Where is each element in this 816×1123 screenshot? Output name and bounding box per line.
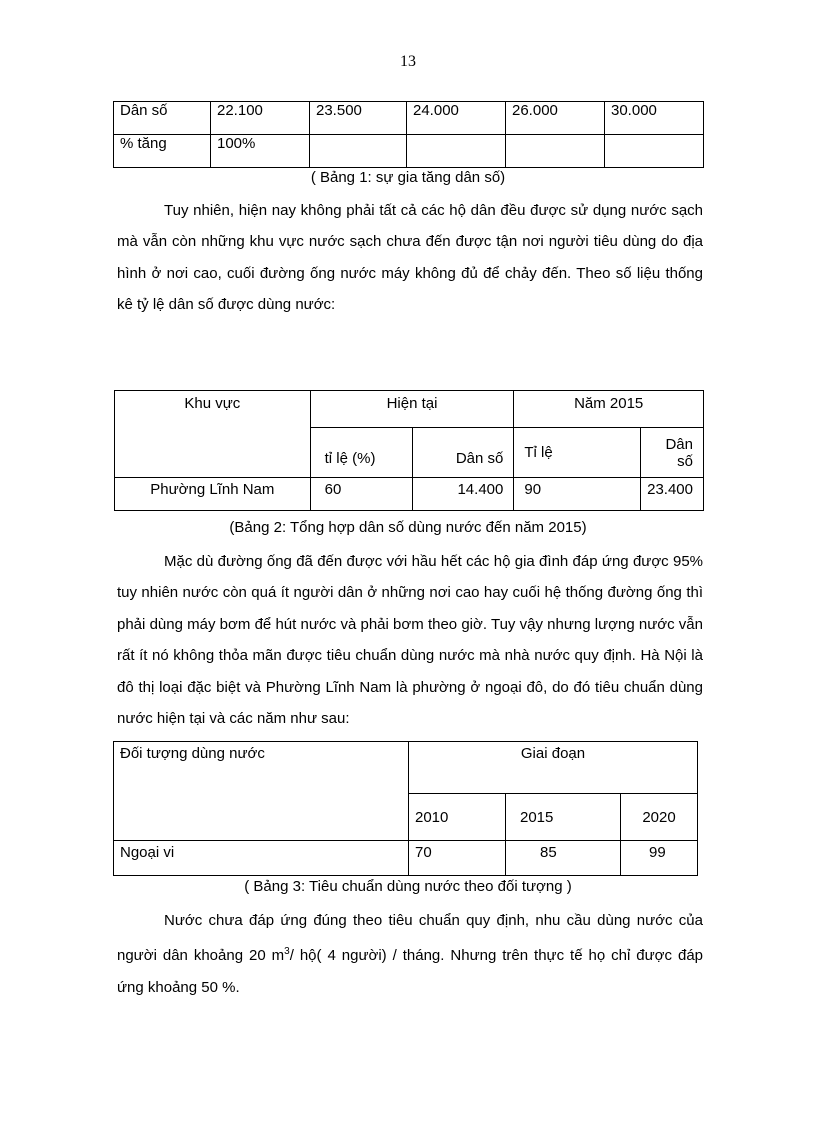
table-cell: 100%: [211, 135, 310, 168]
paragraph-text: / hộ( 4 người) / tháng. Nhưng trên thực tế họ chỉ được đáp ứng khoảng 50 %.: [117, 947, 703, 996]
subheader-ti-le-pct: tỉ lệ (%): [310, 428, 413, 478]
superscript: 3: [284, 946, 290, 958]
population-growth-table: [113, 101, 704, 168]
table-cell: % tăng: [114, 135, 211, 168]
table-cell: Phường Lĩnh Nam: [115, 478, 311, 511]
water-usage-table: [114, 390, 704, 511]
table-cell: 70: [409, 841, 506, 876]
table-cell: 60: [310, 478, 413, 511]
paragraph: [117, 905, 703, 1003]
table-cell: 85: [506, 841, 621, 876]
header-nam-2015: Năm 2015: [514, 391, 704, 428]
table-cell: 14.400: [413, 478, 514, 511]
table-cell: 23.400: [641, 478, 704, 511]
table-cell: Dân số: [114, 102, 211, 135]
table3-caption: ( Bảng 3: Tiêu chuẩn dùng nước theo đối tượng ): [244, 878, 572, 895]
header-khu-vuc: Khu vực: [115, 391, 311, 478]
table-cell: 22.100: [211, 102, 310, 135]
table-cell: [407, 135, 506, 168]
table-cell: Ngoại vi: [114, 841, 409, 876]
header-hien-tai: Hiện tại: [310, 391, 514, 428]
paragraph: Tuy nhiên, hiện nay không phải tất cả các hộ dân đều được sử dụng nước sạch mà vẫn còn những khu vực nước sạch chưa đến được tận nơi người tiêu dùng do địa hình ở nơi cao, cuối đường ống nước máy không đủ để chảy đến. Theo số liệu thống kê tỷ lệ dân số được dùng nước:: [117, 202, 703, 314]
subheader-dan-so: Dân số: [641, 428, 704, 478]
subheader-ti-le: Tỉ lệ: [514, 428, 641, 478]
page-number: 13: [400, 53, 416, 70]
header-giai-doan: Giai đoạn: [409, 742, 698, 794]
table-cell: 24.000: [407, 102, 506, 135]
table1-caption: ( Bảng 1: sự gia tăng dân số): [310, 169, 506, 186]
subheader-dan-so: Dân số: [413, 428, 514, 478]
paragraph-text: Nước chưa đáp ứng đúng theo tiêu chuẩn quy định, nhu cầu dùng nước của người dân khoảng 20 m: [117, 912, 703, 965]
table-cell: 26.000: [506, 102, 605, 135]
header-doi-tuong: Đối tượng dùng nước: [114, 742, 409, 841]
paragraph: Mặc dù đường ống đã đến được với hầu hết các hộ gia đình đáp ứng được 95% tuy nhiên nước còn quá ít người dân ở những nơi cao hay cuối hệ thống đường ống thì phải dùng máy bơm để hút nước và phải bơm theo giờ. Tuy vậy nhưng lượng nước vẫn rất ít nó không thỏa mãn được tiêu chuẩn dùng nước mà nhà nước quy định. Hà Nội là đô thị loại đặc biệt và Phường Lĩnh Nam là phường ở ngoại đô, do đó tiêu chuẩn dùng nước hiện tại và các năm như sau:: [117, 553, 703, 728]
table-cell: 23.500: [310, 102, 407, 135]
table-cell: 99: [621, 841, 698, 876]
year-header: 2015: [506, 794, 621, 841]
table-cell: 30.000: [605, 102, 704, 135]
water-standard-table: [113, 741, 698, 876]
table-cell: [605, 135, 704, 168]
table-cell: [310, 135, 407, 168]
table-cell: [506, 135, 605, 168]
table-cell: 90: [514, 478, 641, 511]
year-header: 2020: [621, 794, 698, 841]
table2-caption: (Bảng 2: Tổng hợp dân số dùng nước đến năm 2015): [229, 519, 587, 536]
year-header: 2010: [409, 794, 506, 841]
